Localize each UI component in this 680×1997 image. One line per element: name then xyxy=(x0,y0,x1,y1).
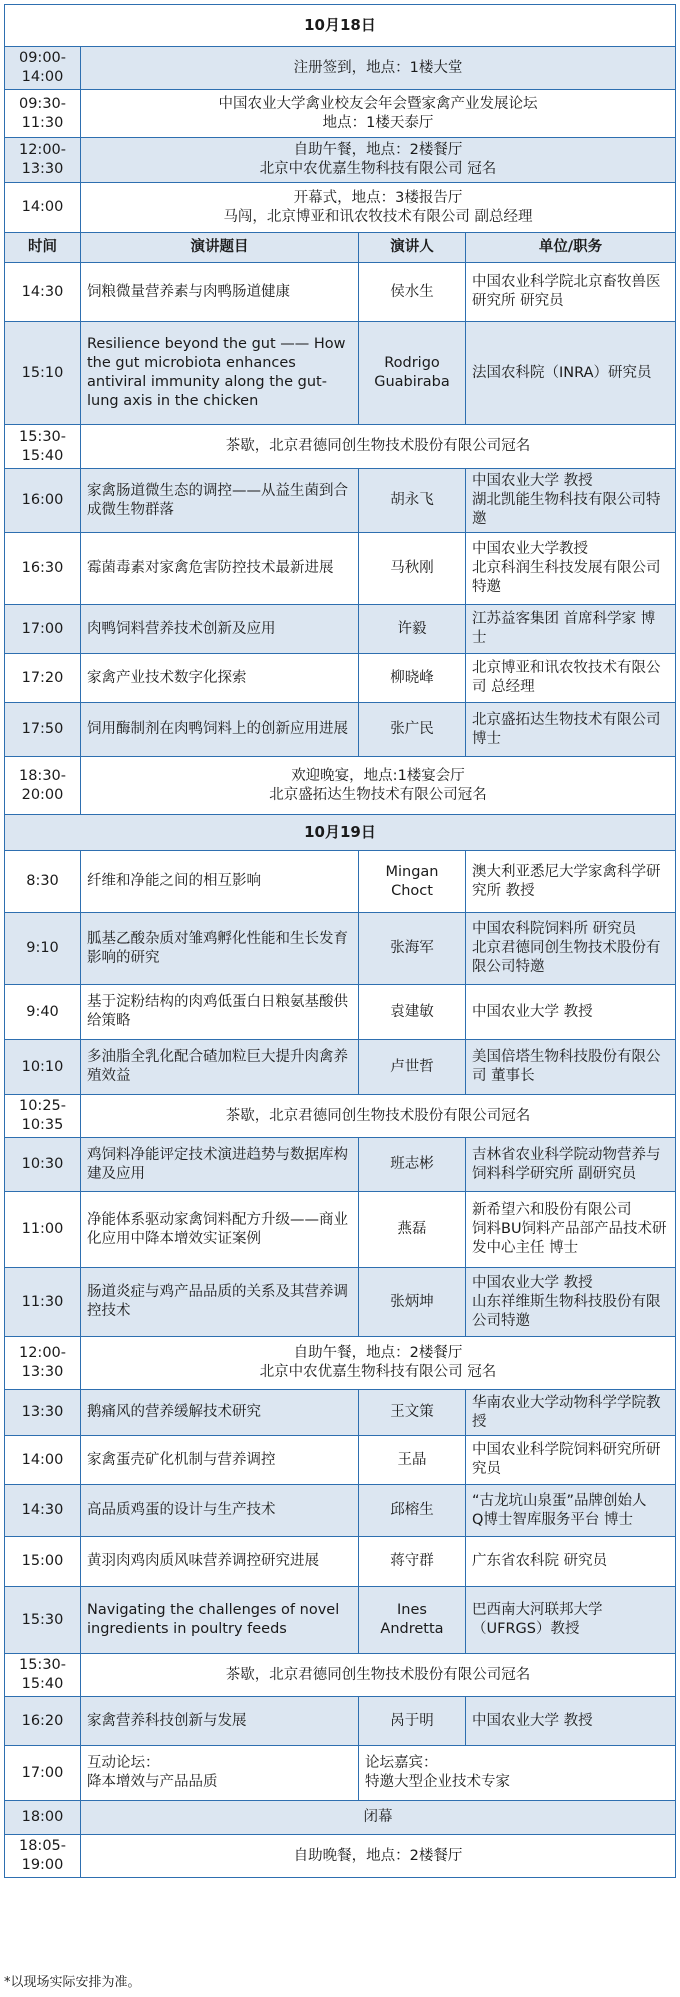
time-cell: 9:10 xyxy=(5,913,81,985)
time-cell: 14:30 xyxy=(5,1485,81,1537)
session-row xyxy=(5,1537,676,1587)
org-cell: 华南农业大学动物科学学院教授 xyxy=(466,1390,676,1436)
break-row xyxy=(5,1654,676,1697)
session-row xyxy=(5,263,676,322)
topic-cell: Navigating the challenges of novel ingredients in poultry feeds xyxy=(81,1587,359,1654)
speaker-cell: 张广民 xyxy=(359,703,466,757)
forum-guest-cell: 论坛嘉宾： 特邀大型企业技术专家 xyxy=(359,1746,676,1801)
event-cell: 自助午餐，地点：2楼餐厅 北京中农优嘉生物科技有限公司 冠名 xyxy=(81,1337,676,1390)
session-row xyxy=(5,1138,676,1192)
org-cell: 中国农业大学 教授 xyxy=(466,985,676,1040)
speaker-cell: 班志彬 xyxy=(359,1138,466,1192)
speaker-cell: 卢世哲 xyxy=(359,1040,466,1095)
org-cell: 中国农业大学 教授 xyxy=(466,1697,676,1746)
time-cell: 15:00 xyxy=(5,1537,81,1587)
time-cell: 09:00- 14:00 xyxy=(5,47,81,90)
org-cell: 吉林省农业科学院动物营养与饲料科学研究所 副研究员 xyxy=(466,1138,676,1192)
time-cell: 17:00 xyxy=(5,605,81,654)
break-row xyxy=(5,1801,676,1835)
org-cell: 中国农业科学院饲料研究所研究员 xyxy=(466,1436,676,1485)
topic-cell: 净能体系驱动家禽饲料配方升级——商业化应用中降本增效实证案例 xyxy=(81,1192,359,1268)
footnote: *以现场实际安排为准。 xyxy=(4,1975,141,1990)
time-cell: 18:00 xyxy=(5,1801,81,1835)
header-speaker: 演讲人 xyxy=(359,233,466,263)
time-cell: 16:30 xyxy=(5,533,81,605)
day2-table-body xyxy=(5,815,676,1878)
event-cell: 中国农业大学禽业校友会年会暨家禽产业发展论坛 地点：1楼天泰厅 xyxy=(81,90,676,138)
topic-cell: 胍基乙酸杂质对雏鸡孵化性能和生长发育影响的研究 xyxy=(81,913,359,985)
time-cell: 11:00 xyxy=(5,1192,81,1268)
speaker-cell: 柳晓峰 xyxy=(359,654,466,703)
day1-table-body xyxy=(5,5,676,815)
time-cell: 12:00- 13:30 xyxy=(5,138,81,183)
org-cell: 法国农科院（INRA）研究员 xyxy=(466,322,676,425)
session-row xyxy=(5,533,676,605)
time-cell: 16:00 xyxy=(5,469,81,533)
topic-cell: 纤维和净能之间的相互影响 xyxy=(81,851,359,913)
org-cell: 广东省农科院 研究员 xyxy=(466,1537,676,1587)
session-row xyxy=(5,1390,676,1436)
org-cell: 新希望六和股份有限公司 饲料BU饲料产品部产品技术研发中心主任 博士 xyxy=(466,1192,676,1268)
topic-cell: 家禽蛋壳矿化机制与营养调控 xyxy=(81,1436,359,1485)
speaker-cell: 胡永飞 xyxy=(359,469,466,533)
day1-title: 10月18日 xyxy=(5,5,676,47)
speaker-cell: 侯水生 xyxy=(359,263,466,322)
speaker-cell: 张炳坤 xyxy=(359,1268,466,1337)
org-cell: 澳大利亚悉尼大学家禽科学研究所 教授 xyxy=(466,851,676,913)
org-cell: 中国农业大学 教授 山东祥维斯生物科技股份有限公司特邀 xyxy=(466,1268,676,1337)
agenda-row xyxy=(5,90,676,138)
topic-cell: 霉菌毒素对家禽危害防控技术最新进展 xyxy=(81,533,359,605)
speaker-cell: 燕磊 xyxy=(359,1192,466,1268)
time-cell: 15:30- 15:40 xyxy=(5,1654,81,1697)
event-cell: 闭幕 xyxy=(81,1801,676,1835)
org-cell: 中国农业大学教授 北京科润生科技发展有限公司特邀 xyxy=(466,533,676,605)
speaker-cell: Rodrigo Guabiraba xyxy=(359,322,466,425)
time-cell: 15:10 xyxy=(5,322,81,425)
event-cell: 茶歇，北京君德同创生物技术股份有限公司冠名 xyxy=(81,425,676,469)
org-cell: 美国倍塔生物科技股份有限公司 董事长 xyxy=(466,1040,676,1095)
org-cell: 北京盛拓达生物技术有限公司博士 xyxy=(466,703,676,757)
session-row xyxy=(5,1485,676,1537)
org-cell: 中国农科院饲料所 研究员 北京君德同创生物技术股份有限公司特邀 xyxy=(466,913,676,985)
session-row xyxy=(5,1746,676,1801)
time-cell: 10:30 xyxy=(5,1138,81,1192)
forum-topic-cell: 互动论坛： 降本增效与产品品质 xyxy=(81,1746,359,1801)
org-cell: 中国农业大学 教授 湖北凯能生物科技有限公司特邀 xyxy=(466,469,676,533)
session-row xyxy=(5,1436,676,1485)
break-row xyxy=(5,757,676,815)
topic-cell: 家禽营养科技创新与发展 xyxy=(81,1697,359,1746)
time-cell: 17:20 xyxy=(5,654,81,703)
header-time: 时间 xyxy=(5,233,81,263)
header-org: 单位/职务 xyxy=(466,233,676,263)
topic-cell: 鹅痛风的营养缓解技术研究 xyxy=(81,1390,359,1436)
column-header-row xyxy=(5,233,676,263)
event-cell: 茶歇，北京君德同创生物技术股份有限公司冠名 xyxy=(81,1095,676,1138)
speaker-cell: 许毅 xyxy=(359,605,466,654)
org-cell: 中国农业科学院北京畜牧兽医研究所 研究员 xyxy=(466,263,676,322)
speaker-cell: 王晶 xyxy=(359,1436,466,1485)
agenda-row xyxy=(5,183,676,233)
event-cell: 茶歇，北京君德同创生物技术股份有限公司冠名 xyxy=(81,1654,676,1697)
time-cell: 14:00 xyxy=(5,1436,81,1485)
event-cell: 开幕式，地点：3楼报告厅 马闯，北京博亚和讯农牧技术有限公司 副总经理 xyxy=(81,183,676,233)
session-row xyxy=(5,1268,676,1337)
time-cell: 17:00 xyxy=(5,1746,81,1801)
session-row xyxy=(5,851,676,913)
time-cell: 8:30 xyxy=(5,851,81,913)
topic-cell: 高品质鸡蛋的设计与生产技术 xyxy=(81,1485,359,1537)
topic-cell: 家禽产业技术数字化探索 xyxy=(81,654,359,703)
org-cell: 江苏益客集团 首席科学家 博士 xyxy=(466,605,676,654)
topic-cell: 肠道炎症与鸡产品品质的关系及其营养调控技术 xyxy=(81,1268,359,1337)
session-row xyxy=(5,469,676,533)
time-cell: 16:20 xyxy=(5,1697,81,1746)
topic-cell: 家禽肠道微生态的调控——从益生菌到合成微生物群落 xyxy=(81,469,359,533)
break-row xyxy=(5,1095,676,1138)
event-cell: 自助晚餐，地点：2楼餐厅 xyxy=(81,1835,676,1878)
time-cell: 12:00- 13:30 xyxy=(5,1337,81,1390)
break-row xyxy=(5,1337,676,1390)
break-row xyxy=(5,425,676,469)
time-cell: 15:30 xyxy=(5,1587,81,1654)
agenda-row xyxy=(5,47,676,90)
break-row xyxy=(5,1835,676,1878)
time-cell: 18:30- 20:00 xyxy=(5,757,81,815)
session-row xyxy=(5,322,676,425)
topic-cell: 多油脂全乳化配合碴加粒巨大提升肉禽养殖效益 xyxy=(81,1040,359,1095)
org-cell: 北京博亚和讯农牧技术有限公司 总经理 xyxy=(466,654,676,703)
speaker-cell: 袁建敏 xyxy=(359,985,466,1040)
time-cell: 15:30- 15:40 xyxy=(5,425,81,469)
time-cell: 14:00 xyxy=(5,183,81,233)
topic-cell: 黄羽肉鸡肉质风味营养调控研究进展 xyxy=(81,1537,359,1587)
time-cell: 14:30 xyxy=(5,263,81,322)
time-cell: 9:40 xyxy=(5,985,81,1040)
org-cell: “古龙坑山泉蛋”品牌创始人 Q博士智库服务平台 博士 xyxy=(466,1485,676,1537)
event-cell: 欢迎晚宴，地点:1楼宴会厅 北京盛拓达生物技术有限公司冠名 xyxy=(81,757,676,815)
speaker-cell: 蒋守群 xyxy=(359,1537,466,1587)
session-row xyxy=(5,985,676,1040)
topic-cell: 饲粮微量营养素与肉鸭肠道健康 xyxy=(81,263,359,322)
time-cell: 18:05- 19:00 xyxy=(5,1835,81,1878)
agenda-row xyxy=(5,138,676,183)
session-row xyxy=(5,1040,676,1095)
conference-schedule xyxy=(4,4,675,1878)
event-cell: 注册签到，地点：1楼大堂 xyxy=(81,47,676,90)
speaker-cell: 呙于明 xyxy=(359,1697,466,1746)
topic-cell: 鸡饲料净能评定技术演进趋势与数据库构建及应用 xyxy=(81,1138,359,1192)
speaker-cell: Ines Andretta xyxy=(359,1587,466,1654)
speaker-cell: 邱榕生 xyxy=(359,1485,466,1537)
topic-cell: 基于淀粉结构的肉鸡低蛋白日粮氨基酸供给策略 xyxy=(81,985,359,1040)
day2-title: 10月19日 xyxy=(5,815,676,851)
speaker-cell: 马秋刚 xyxy=(359,533,466,605)
day1-title-row xyxy=(5,5,676,47)
session-row xyxy=(5,654,676,703)
time-cell: 10:10 xyxy=(5,1040,81,1095)
session-row xyxy=(5,1587,676,1654)
topic-cell: 饲用酶制剂在肉鸭饲料上的创新应用进展 xyxy=(81,703,359,757)
topic-cell: 肉鸭饲料营养技术创新及应用 xyxy=(81,605,359,654)
session-row xyxy=(5,913,676,985)
day2-title-row xyxy=(5,815,676,851)
session-row xyxy=(5,1697,676,1746)
time-cell: 09:30- 11:30 xyxy=(5,90,81,138)
session-row xyxy=(5,703,676,757)
speaker-cell: Mingan Choct xyxy=(359,851,466,913)
time-cell: 10:25- 10:35 xyxy=(5,1095,81,1138)
session-row xyxy=(5,605,676,654)
time-cell: 13:30 xyxy=(5,1390,81,1436)
event-cell: 自助午餐，地点：2楼餐厅 北京中农优嘉生物科技有限公司 冠名 xyxy=(81,138,676,183)
header-topic: 演讲题目 xyxy=(81,233,359,263)
time-cell: 17:50 xyxy=(5,703,81,757)
speaker-cell: 张海军 xyxy=(359,913,466,985)
speaker-cell: 王文策 xyxy=(359,1390,466,1436)
org-cell: 巴西南大河联邦大学（UFRGS）教授 xyxy=(466,1587,676,1654)
session-row xyxy=(5,1192,676,1268)
time-cell: 11:30 xyxy=(5,1268,81,1337)
topic-cell: Resilience beyond the gut —— How the gut microbiota enhances antiviral immunity along the gut-lung axis in the chicken xyxy=(81,322,359,425)
